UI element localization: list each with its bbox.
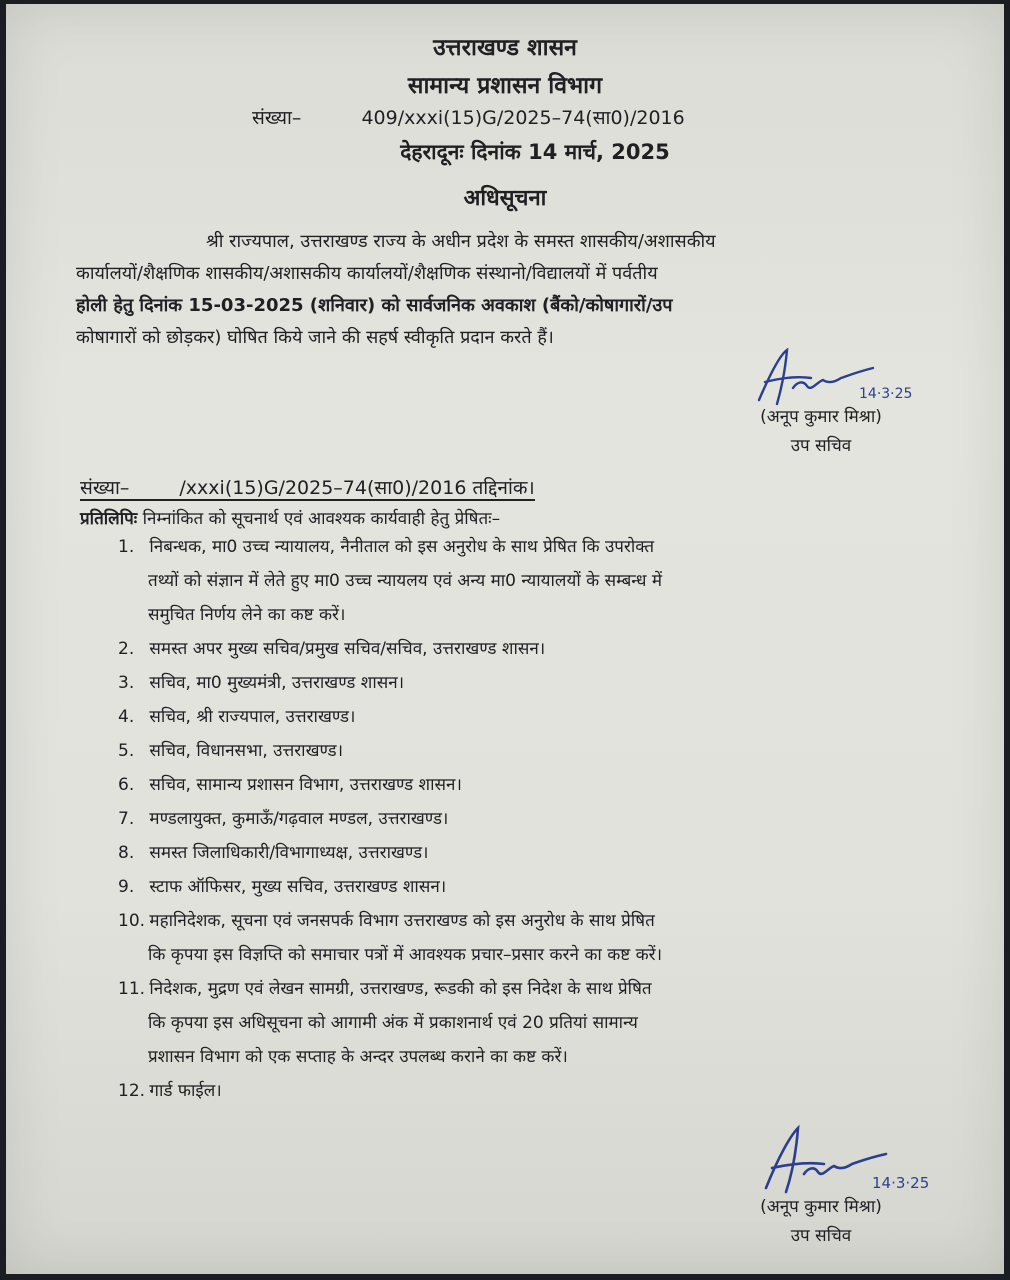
- item-number: 8.: [118, 843, 135, 863]
- list-item: [118, 802, 968, 836]
- item-line: निबन्धक, मा0 उच्च न्यायालय, नैनीताल को इस अनुरोध के साथ प्रेषित कि उपरोक्त: [149, 537, 655, 557]
- item-line: कि कृपया इस विज्ञप्ति को समाचार पत्रों में आवश्यक प्रचार–प्रसार करने का कष्ट करें।: [148, 945, 663, 965]
- item-number: 2.: [118, 639, 135, 659]
- signatory-name: (अनूप कुमार मिश्रा): [760, 407, 882, 427]
- list-item: [118, 768, 968, 802]
- item-line: समस्त जिलाधिकारी/विभागाध्यक्ष, उत्तराखण्ड।: [149, 843, 429, 863]
- body-line: होली हेतु दिनांक 15-03-2025 (शनिवार) को सार्वजनिक अवकाश (बैंको/कोषागारों/उप: [76, 295, 673, 316]
- list-item: [118, 904, 968, 972]
- item-line: तथ्यों को संज्ञान में लेते हुए मा0 उच्च न्यायलय एवं अन्य मा0 न्यायालयों के सम्बन्ध में: [148, 571, 663, 591]
- reference-number: 409/xxxi(15)G/2025–74(सा0)/2016: [361, 107, 685, 129]
- body-line: कोषागारों को छोड़कर) घोषित किये जाने की सहर्ष स्वीकृति प्रदान करते हैं।: [76, 327, 554, 348]
- item-number: 7.: [118, 809, 135, 829]
- list-item: [118, 632, 968, 666]
- body-line: कार्यालयों/शैक्षणिक शासकीय/अशासकीय कार्यालयों/शैक्षणिक संस्थानो/विद्यालयों में पर्वतीय: [76, 263, 658, 284]
- list-item: [118, 530, 968, 632]
- signature-image: [741, 342, 941, 412]
- item-line: सचिव, सामान्य प्रशासन विभाग, उत्तराखण्ड शासन।: [149, 775, 462, 795]
- item-number: 1.: [118, 537, 135, 557]
- item-line: सचिव, श्री राज्यपाल, उत्तराखण्ड।: [149, 707, 356, 727]
- item-line: गार्ड फाईल।: [149, 1081, 222, 1101]
- govt-title: उत्तराखण्ड शासन: [433, 35, 577, 61]
- item-line: समस्त अपर मुख्य सचिव/प्रमुख सचिव/सचिव, उत्तराखण्ड शासन।: [149, 639, 546, 659]
- signature-block: [721, 1194, 921, 1246]
- item-line: समुचित निर्णय लेने का कष्ट करें।: [148, 605, 346, 625]
- item-line: स्टाफ ऑफिसर, मुख्य सचिव, उत्तराखण्ड शासन।: [149, 877, 447, 897]
- copy-reference-label: संख्या–: [80, 477, 179, 501]
- list-item: [118, 870, 968, 904]
- item-line: महानिदेशक, सूचना एवं जनसपर्क विभाग उत्तराखण्ड को इस अनुरोध के साथ प्रेषित: [149, 911, 655, 931]
- item-number: 6.: [118, 775, 135, 795]
- copy-reference-line: [80, 474, 535, 500]
- item-line: कि कृपया इस अधिसूचना को आगामी अंक में प्रकाशनार्थ एवं 20 प्रतियां सामान्य: [148, 1013, 638, 1033]
- svg-text:14·3·25: 14·3·25: [872, 1174, 930, 1192]
- list-item: [118, 734, 968, 768]
- item-number: 12.: [118, 1081, 146, 1101]
- list-item: [118, 700, 968, 734]
- item-number: 4.: [118, 707, 135, 727]
- item-number: 5.: [118, 741, 135, 761]
- notification-document: [6, 4, 1004, 1274]
- department-title: सामान्य प्रशासन विभाग: [407, 73, 603, 99]
- signature-image: [746, 1122, 966, 1202]
- item-number: 3.: [118, 673, 135, 693]
- list-item: [118, 836, 968, 870]
- body-line: श्री राज्यपाल, उत्तराखण्ड राज्य के अधीन प्रदेश के समस्त शासकीय/अशासकीय: [206, 231, 716, 252]
- recipient-list: [118, 530, 968, 1108]
- place-date: देहरादूनः दिनांक 14 मार्च, 2025: [400, 140, 670, 164]
- item-line: सचिव, मा0 मुख्यमंत्री, उत्तराखण्ड शासन।: [149, 673, 405, 693]
- copy-intro-text: निम्नांकित को सूचनार्थ एवं आवश्यक कार्यवाही हेतु प्रेषितः–: [142, 509, 501, 529]
- copy-reference-number: /xxxi(15)G/2025–74(सा0)/2016 तद्दिनांक।: [179, 477, 535, 499]
- item-line: प्रशासन विभाग को एक सप्ताह के अन्दर उपलब्ध कराने का कष्ट करें।: [148, 1047, 568, 1067]
- item-number: 9.: [118, 877, 135, 897]
- item-line: मण्डलायुक्त, कुमाऊँ/गढ़वाल मण्डल, उत्तराखण्ड।: [149, 809, 449, 829]
- signatory-designation: उप सचिव: [790, 436, 852, 456]
- list-item: [118, 1074, 968, 1108]
- svg-text:14·3·25: 14·3·25: [859, 386, 913, 402]
- signatory-name: (अनूप कुमार मिश्रा): [760, 1197, 882, 1217]
- copy-intro-label: प्रतिलिपिः: [80, 509, 138, 529]
- list-item: [118, 666, 968, 700]
- item-number: 11.: [118, 979, 146, 999]
- reference-label: संख्या–: [252, 107, 302, 129]
- item-line: सचिव, विधानसभा, उत्तराखण्ड।: [149, 741, 344, 761]
- reference-line: [252, 104, 685, 130]
- notification-body: [76, 226, 966, 354]
- copy-intro: [80, 506, 500, 529]
- item-number: 10.: [118, 911, 146, 931]
- signature-block: [721, 404, 921, 456]
- item-line: निदेशक, मुद्रण एवं लेखन सामग्री, उत्तराखण्ड, रूडकी को इस निदेश के साथ प्रेषित: [149, 979, 652, 999]
- notification-heading: अधिसूचना: [463, 186, 547, 211]
- list-item: [118, 972, 968, 1074]
- signatory-designation: उप सचिव: [790, 1226, 852, 1246]
